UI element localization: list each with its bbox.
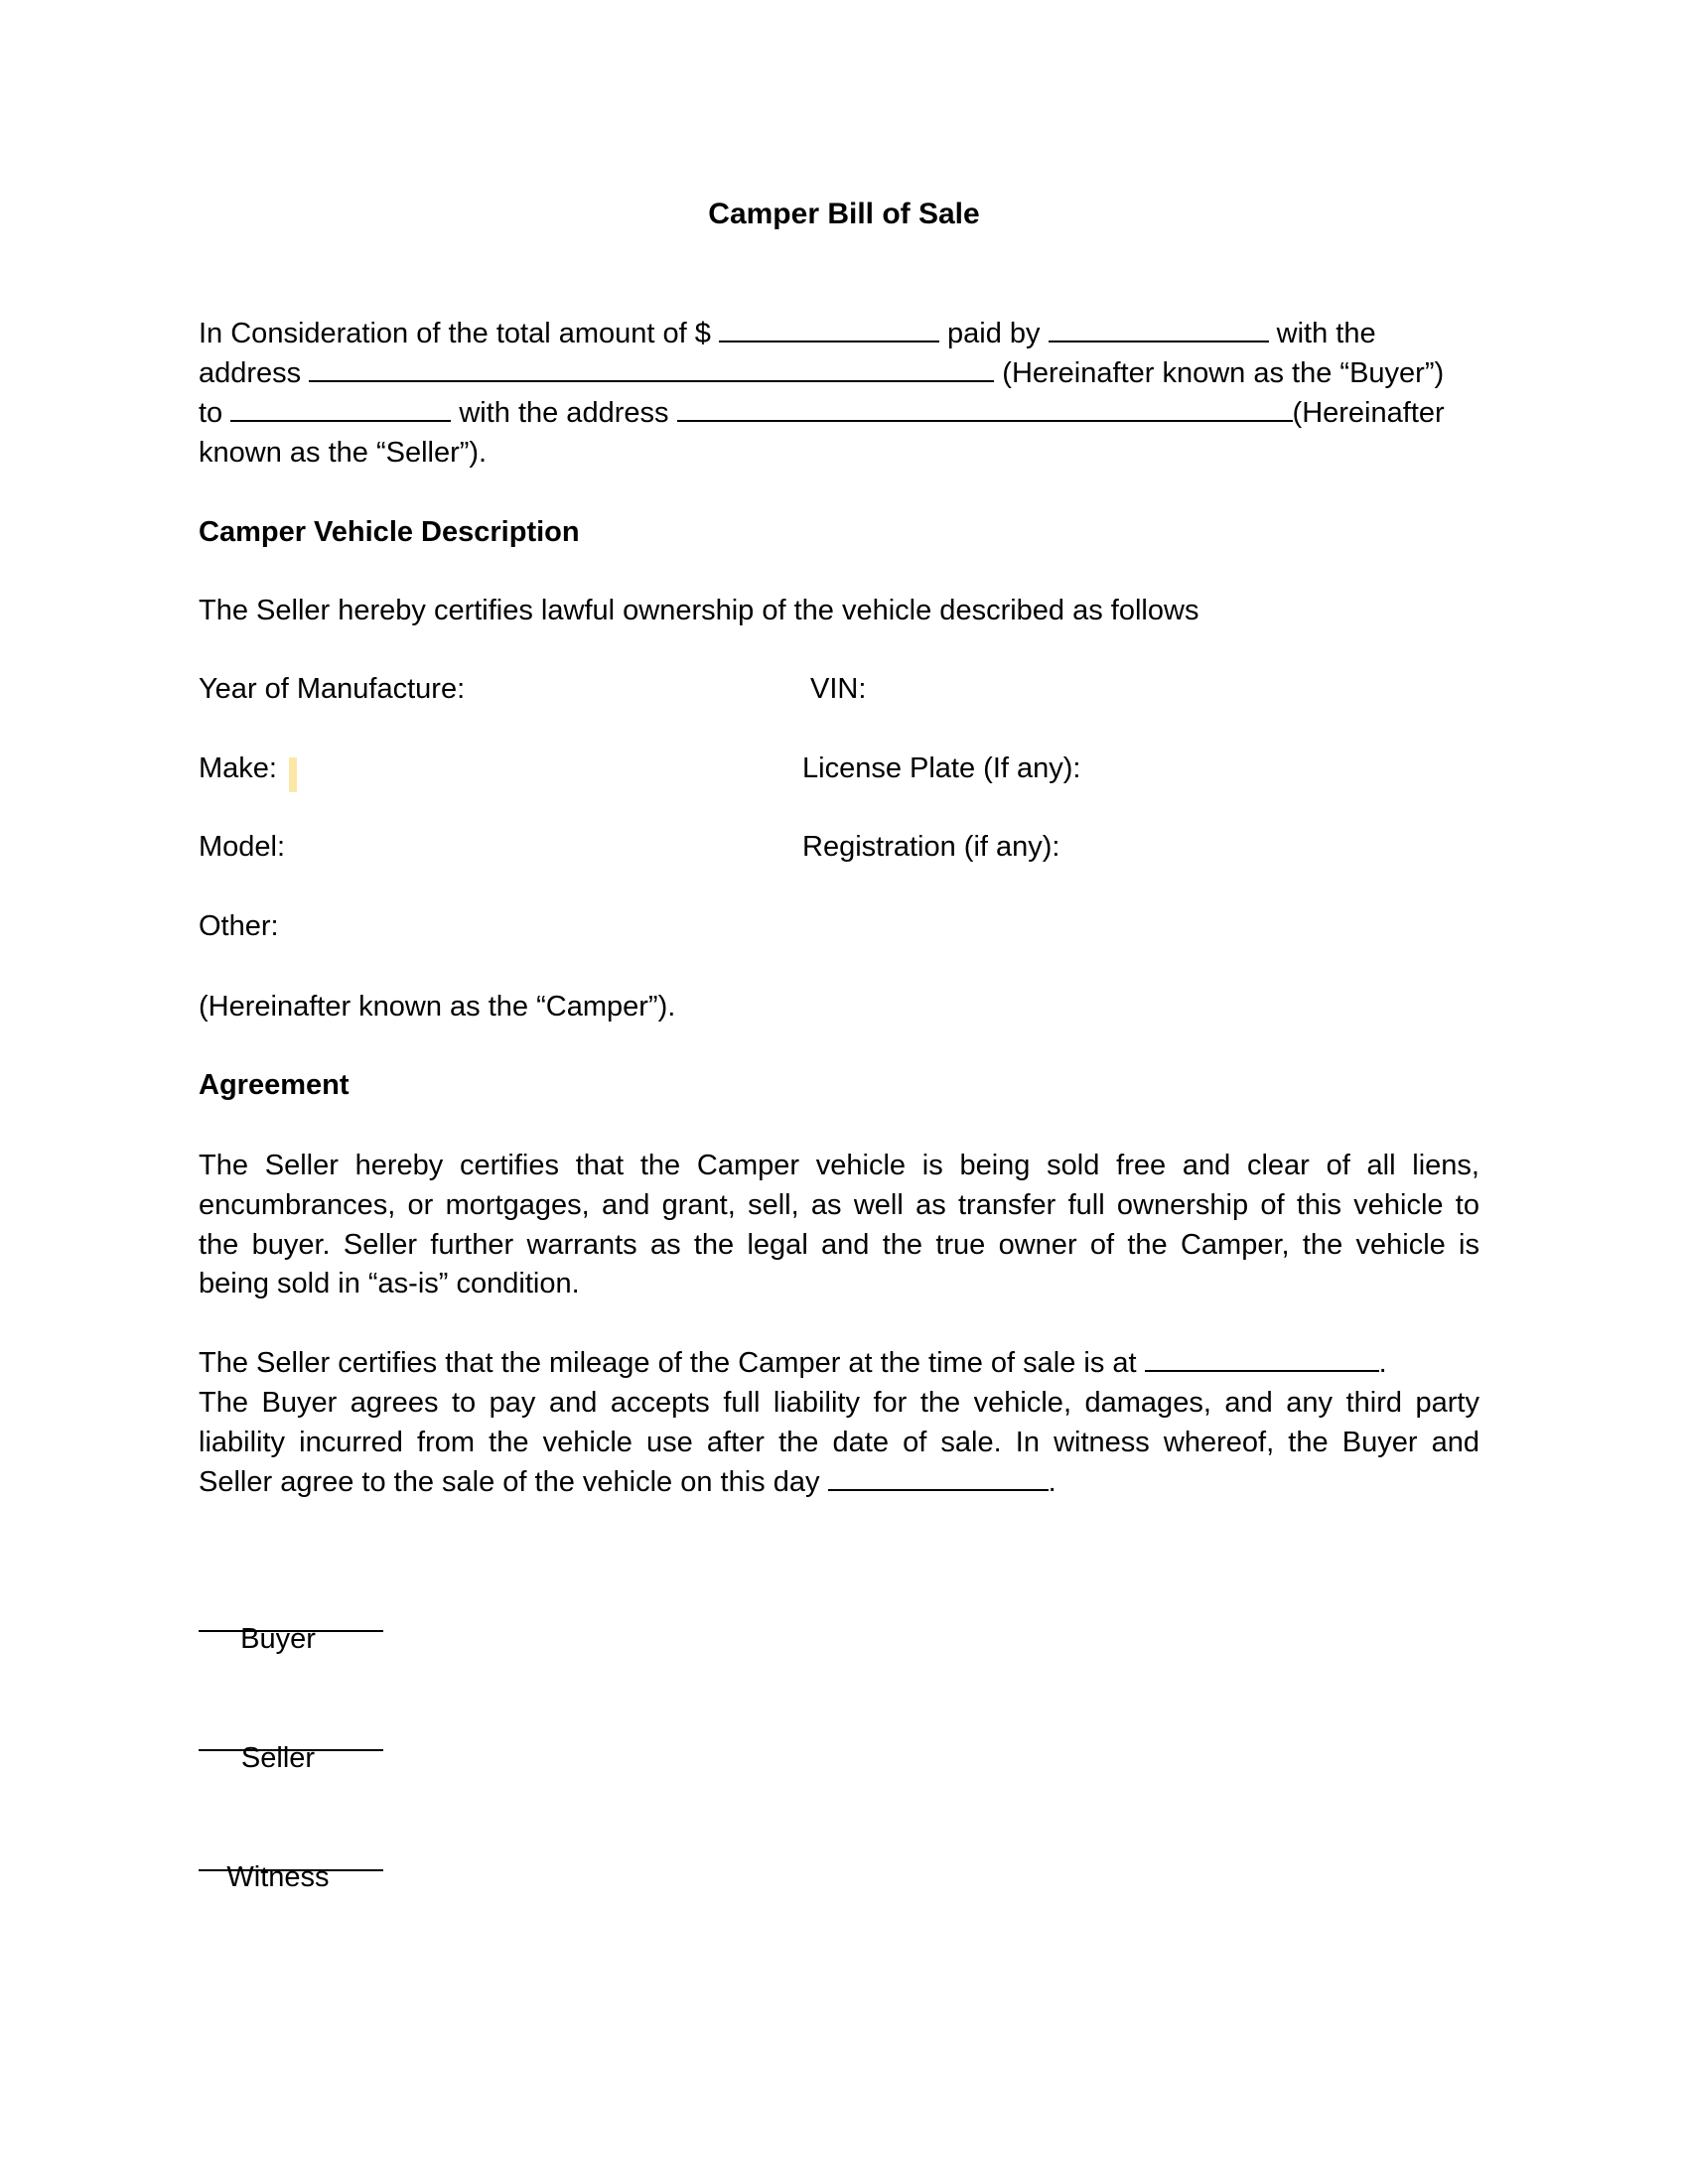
document-title: Camper Bill of Sale <box>708 198 980 230</box>
agreement-para2-line3: liability incurred from the vehicle use after the date of sale. In witness whereof, the Buyer and <box>199 1427 1479 1458</box>
agreement-para1-line3: the buyer. Seller further warrants as the legal and the true owner of the Camper, the vehicle is <box>199 1229 1479 1261</box>
sale-date-blank[interactable] <box>828 1463 1049 1491</box>
intro-line-4: known as the “Seller”). <box>199 437 488 469</box>
intro-line-2: address (Hereinafter known as the “Buyer”) <box>199 353 1444 393</box>
paid-by-blank[interactable] <box>1049 315 1269 342</box>
year-field-label: Year of Manufacture: <box>199 673 466 705</box>
seller-signature-label: Seller <box>240 1742 316 1774</box>
registration-field-label: Registration (if any): <box>802 831 1060 863</box>
license-plate-field-label: License Plate (If any): <box>802 752 1081 784</box>
sale-date-line: Seller agree to the sale of the vehicle on this day . <box>199 1462 1056 1502</box>
text-cursor-highlight[interactable] <box>289 757 297 792</box>
ownership-statement: The Seller hereby certifies lawful ownership of the vehicle described as follows <box>199 595 1199 626</box>
agreement-heading: Agreement <box>199 1069 350 1101</box>
vehicle-section-heading: Camper Vehicle Description <box>199 516 580 548</box>
camper-definition: (Hereinafter known as the “Camper”). <box>199 991 676 1023</box>
mileage-line: The Seller certifies that the mileage of the Camper at the time of sale is at . <box>199 1343 1387 1383</box>
make-field-label: Make: <box>199 752 277 784</box>
witness-signature-label: Witness <box>226 1861 330 1893</box>
mileage-blank[interactable] <box>1145 1344 1379 1372</box>
seller-address-blank[interactable] <box>677 394 1293 422</box>
seller-name-blank[interactable] <box>230 394 451 422</box>
buyer-signature-label: Buyer <box>240 1623 316 1655</box>
intro-line-3: to with the address (Hereinafter <box>199 393 1445 433</box>
amount-blank[interactable] <box>719 315 939 342</box>
other-field-label: Other: <box>199 910 279 942</box>
vin-field-label: VIN: <box>810 673 867 705</box>
agreement-para2-line2: The Buyer agrees to pay and accepts full liability for the vehicle, damages, and any third party <box>199 1387 1479 1419</box>
agreement-para1-line4: being sold in “as-is” condition. <box>199 1268 580 1299</box>
buyer-address-blank[interactable] <box>309 354 994 382</box>
intro-line-1: In Consideration of the total amount of $ paid by with the <box>199 314 1376 353</box>
agreement-para1-line1: The Seller hereby certifies that the Camper vehicle is being sold free and clear of all liens, <box>199 1150 1479 1181</box>
model-field-label: Model: <box>199 831 286 863</box>
agreement-para1-line2: encumbrances, or mortgages, and grant, sell, as well as transfer full ownership of this vehicle to <box>199 1189 1479 1221</box>
